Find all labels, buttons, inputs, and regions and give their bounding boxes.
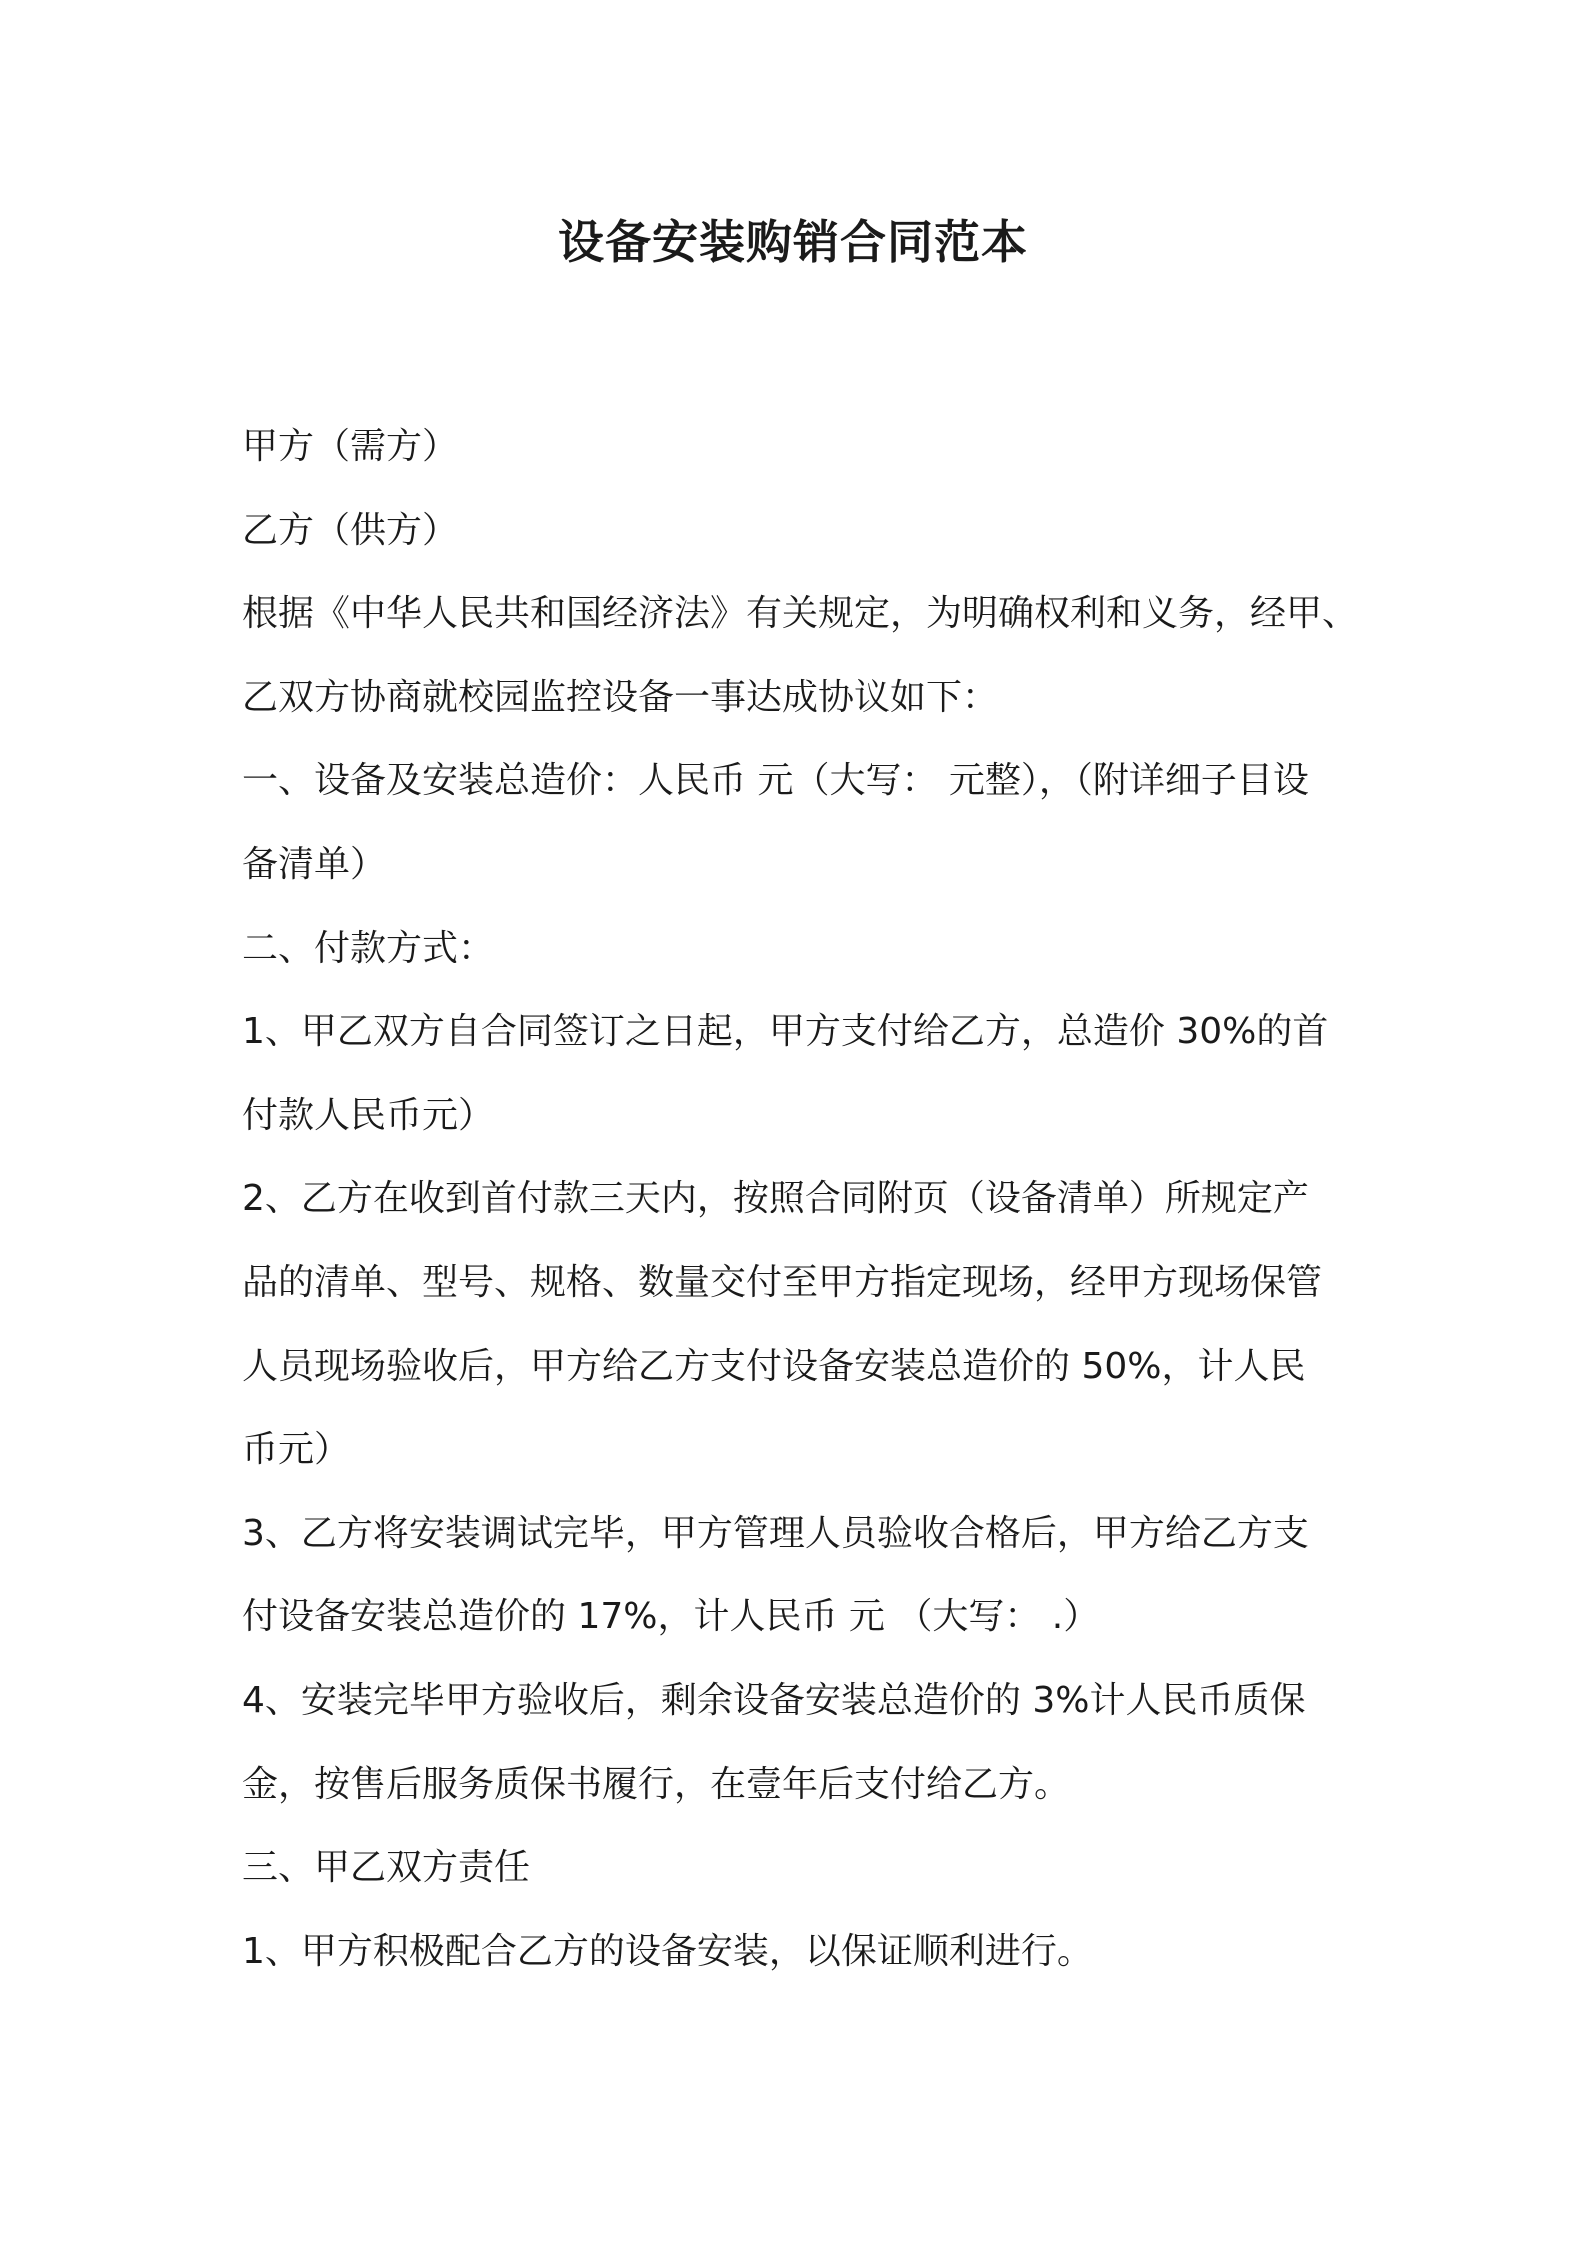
preamble-line-1: 根据《中华人民共和国经济法》有关规定，为明确权利和义务，经甲、 (242, 593, 1359, 635)
payment-2-line-3: 人员现场验收后，甲方给乙方支付设备安装总造价的 50%，计人民 (242, 1345, 1306, 1387)
payment-1-line-1: 1、甲乙双方自合同签订之日起，甲方支付给乙方，总造价 30%的首 (242, 1011, 1329, 1053)
payment-3-line-2: 付设备安装总造价的 17%，计人民币 元 （大写： .） (242, 1596, 1100, 1638)
section-3-heading: 三、甲乙双方责任 (242, 1847, 531, 1889)
clause-1-line-2: 备清单） (242, 843, 387, 885)
payment-4-line-1: 4、安装完毕甲方验收后，剩余设备安装总造价的 3%计人民币质保 (242, 1679, 1306, 1721)
contract-body (242, 405, 1362, 1993)
party-a-line: 甲方（需方） (242, 426, 459, 467)
payment-1-line-2: 付款人民币元） (242, 1094, 495, 1136)
preamble-line-2: 乙双方协商就校园监控设备一事达成协议如下： (242, 676, 999, 718)
clause-1-line-1: 一、设备及安装总造价：人民币 元（大写： 元整），（附详细子目设 (242, 760, 1309, 802)
document-title: 设备安装购销合同范本 (558, 215, 1028, 269)
payment-2-line-2: 品的清单、型号、规格、数量交付至甲方指定现场，经甲方现场保管 (242, 1261, 1323, 1303)
party-b-line: 乙方（供方） (242, 509, 459, 551)
section-2-heading: 二、付款方式： (242, 927, 495, 969)
payment-3-line-1: 3、乙方将安装调试完毕，甲方管理人员验收合格后，甲方给乙方支 (242, 1512, 1309, 1554)
payment-2-line-1: 2、乙方在收到首付款三天内，按照合同附页（设备清单）所规定产 (242, 1178, 1309, 1220)
responsibility-1-line: 1、甲方积极配合乙方的设备安装，以保证顺利进行。 (242, 1930, 1093, 1972)
payment-4-line-2: 金，按售后服务质保书履行，在壹年后支付给乙方。 (242, 1763, 1071, 1805)
payment-2-line-4: 币元） (242, 1429, 351, 1471)
